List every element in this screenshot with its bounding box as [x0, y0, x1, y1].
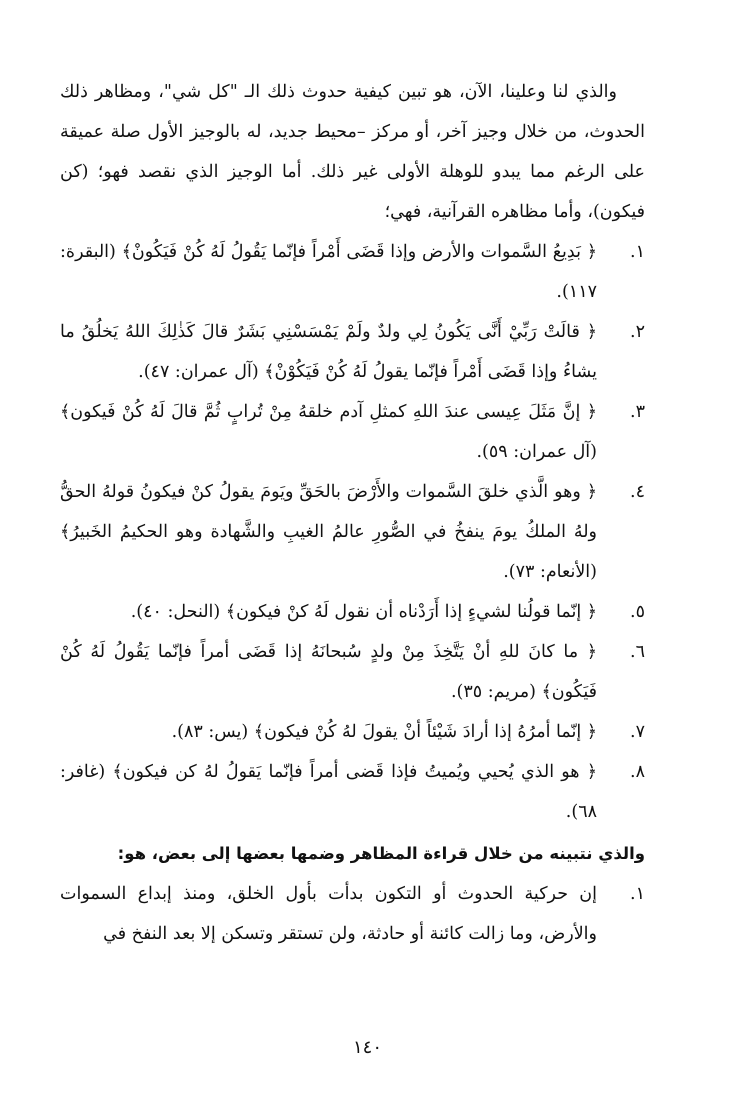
- section-heading: والذي نتبينه من خلال قراءة المظاهر وضمها بعضها إلى بعض، هو:: [117, 844, 645, 863]
- list-number: ٣.: [630, 402, 645, 422]
- list-number: ١.: [630, 884, 645, 904]
- verse-text: ﴿ قالَتْ رَبِّيْ أَنَّى يَكُونُ لِي ولدٌ ولَمْ يَمْسَسْنِي بَشَرٌ قالَ كَذٰلِكَ اللهُ يَخلُقُ ما يشاءُ وإذا قَضَى أَمْراً فإنّما يقولُ لَهُ كُنْ فَيَكُوْنْ﴾ (آل عمران: ٤٧).: [60, 322, 597, 382]
- list-item: [60, 632, 645, 712]
- verse-text: ﴿ إنّما أمرُهُ إذا أرادَ شَيْئاً أنْ يقولَ لهُ كُنْ فيكون﴾ (يس: ٨٣).: [171, 722, 597, 742]
- list-item: [60, 874, 645, 954]
- verse-text: ﴿ وهو الَّذي خلقَ السَّموات والأَرْضَ بالحَقِّ ويَومَ يقولُ كنْ فيكونُ قولهُ الحقُّ ولهُ الملكُ يومَ ينفخُ في الصُّورِ عالمُ الغيبِ والشَّهادة وهو الحكيمُ الخَبيرُ﴾ (الأنعام: ٧٣).: [60, 482, 597, 582]
- list-item: [60, 472, 645, 592]
- list-item: [60, 712, 645, 752]
- list-item: [60, 232, 645, 312]
- list-number: ٧.: [630, 722, 645, 742]
- list-number: ٨.: [630, 762, 645, 782]
- list-item: [60, 392, 645, 472]
- verse-text: ﴿ هو الذي يُحيي ويُميتُ فإذا قَضى أمراً فإنّما يَقولُ لهُ كن فيكون﴾ (غافر: ٦٨).: [60, 762, 597, 822]
- list-number: ٤.: [630, 482, 645, 502]
- list-number: ٢.: [630, 322, 645, 342]
- list-number: ٦.: [630, 642, 645, 662]
- intro-paragraph: والذي لنا وعلينا، الآن، هو تبين كيفية حدوث ذلك الـ "كل شي"، ومظاهر ذلك الحدوث، من خلال وجيز آخر، أو مركز –محيط جديد، له بالوجيز الأول صلة عميقة على الرغم مما يبدو للوهلة الأولى غير ذلك. أما الوجيز الذي نقصد فهو؛ (كن فيكون)، وأما مظاهره القرآنية، فهي؛: [60, 82, 645, 222]
- page-number: ١٤٠: [352, 1037, 382, 1058]
- verse-text: ﴿ إنّما قولُنا لشيءٍ إذا أَرَدْناه أن نقول لَهُ كنْ فيكون﴾ (النحل: ٤٠).: [130, 602, 597, 622]
- verse-text: ﴿ إنَّ مَثَلَ عِيسى عندَ اللهِ كمثلِ آدم خلقهُ مِنْ تُرابٍ ثُمَّ قالَ لَهُ كُنْ فَيكون﴾ (آل عمران: ٥٩).: [60, 402, 597, 462]
- verse-text: ﴿ بَدِيعُ السَّموات والأرض وإذا قَضَى أَمْراً فإنّما يَقُولُ لَهُ كُنْ فَيَكُونْ﴾ (البقرة: ١١٧).: [60, 242, 597, 302]
- point-text: إن حركية الحدوث أو التكون بدأت بأول الخلق، ومنذ إبداع السموات والأرض، وما زالت كائنة أو حادثة، ولن تستقر وتسكن إلا بعد النفخ في: [60, 884, 597, 944]
- list-item: [60, 592, 645, 632]
- list-item: [60, 312, 645, 392]
- list-number: ١.: [630, 242, 645, 262]
- page-content: [60, 72, 645, 954]
- verse-list: [60, 232, 645, 832]
- list-number: ٥.: [630, 602, 645, 622]
- verse-text: ﴿ ما كانَ للهِ أنْ يَتَّخِذَ مِنْ ولدٍ سُبحانَهُ إذا قَضَى أمراً فإنّما يَقُولُ لَهُ كُنْ فَيَكُون﴾ (مريم: ٣٥).: [60, 642, 597, 702]
- points-list: [60, 874, 645, 954]
- list-item: [60, 752, 645, 832]
